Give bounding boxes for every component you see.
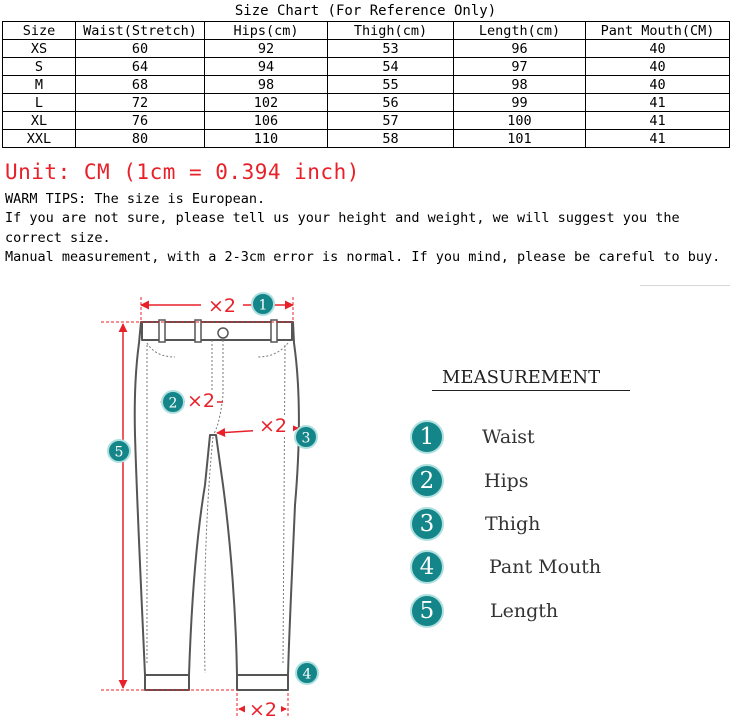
number-2-icon: 2 bbox=[410, 464, 444, 498]
cell-length: 97 bbox=[454, 58, 586, 76]
cell-waist: 72 bbox=[76, 94, 205, 112]
cell-size: XL bbox=[3, 112, 76, 130]
chart-title: Size Chart (For Reference Only) bbox=[234, 3, 497, 19]
header-thigh: Thigh(cm) bbox=[328, 22, 454, 40]
hips-times-two: ×2 bbox=[186, 390, 216, 412]
cell-waist: 64 bbox=[76, 58, 205, 76]
legend-item-waist bbox=[410, 420, 610, 456]
marker-1-label: 1 bbox=[258, 297, 268, 314]
legend-label-length: Length bbox=[490, 600, 559, 622]
cell-hips: 98 bbox=[205, 76, 328, 94]
cell-waist: 68 bbox=[76, 76, 205, 94]
table-row bbox=[3, 112, 730, 130]
warm-tips: WARM TIPS: The size is European. bbox=[5, 191, 266, 207]
cell-thigh: 54 bbox=[328, 58, 454, 76]
button-icon bbox=[218, 328, 228, 338]
cell-thigh: 55 bbox=[328, 76, 454, 94]
cell-hips: 94 bbox=[205, 58, 328, 76]
table-header-row bbox=[3, 22, 730, 40]
cell-thigh: 58 bbox=[328, 130, 454, 148]
cell-pant-mouth: 41 bbox=[586, 112, 730, 130]
legend-title: MEASUREMENT bbox=[432, 367, 630, 391]
marker-2-label: 2 bbox=[168, 395, 178, 412]
jeans-outline bbox=[135, 322, 299, 690]
cell-thigh: 53 bbox=[328, 40, 454, 58]
cell-hips: 106 bbox=[205, 112, 328, 130]
cell-hips: 92 bbox=[205, 40, 328, 58]
header-pant-mouth: Pant Mouth(CM) bbox=[586, 22, 730, 40]
number-5-icon: 5 bbox=[410, 594, 444, 628]
legend-item-length bbox=[410, 594, 610, 630]
cell-length: 100 bbox=[454, 112, 586, 130]
marker-3-label: 3 bbox=[301, 430, 311, 447]
cell-length: 99 bbox=[454, 94, 586, 112]
legend-item-thigh bbox=[410, 507, 610, 543]
cell-pant-mouth: 40 bbox=[586, 58, 730, 76]
cell-size: XXL bbox=[3, 130, 76, 148]
cell-length: 101 bbox=[454, 130, 586, 148]
cell-pant-mouth: 41 bbox=[586, 94, 730, 112]
cell-size: XS bbox=[3, 40, 76, 58]
size-advice: If you are not sure, please tell us your height and weight, we will suggest you the correct size. bbox=[5, 210, 680, 246]
notes bbox=[5, 190, 727, 267]
header-hips: Hips(cm) bbox=[205, 22, 328, 40]
cell-waist: 80 bbox=[76, 130, 205, 148]
number-1-icon: 1 bbox=[410, 420, 444, 454]
waist-times-two: ×2 bbox=[207, 295, 237, 317]
cell-thigh: 57 bbox=[328, 112, 454, 130]
cell-pant-mouth: 40 bbox=[586, 40, 730, 58]
table-row bbox=[3, 76, 730, 94]
number-4-icon: 4 bbox=[410, 550, 444, 584]
table-row bbox=[3, 58, 730, 76]
cell-pant-mouth: 41 bbox=[586, 130, 730, 148]
pant-mouth-times-two: ×2 bbox=[248, 699, 278, 721]
size-table bbox=[2, 21, 730, 148]
cell-waist: 76 bbox=[76, 112, 205, 130]
cell-hips: 110 bbox=[205, 130, 328, 148]
legend-label-thigh: Thigh bbox=[485, 513, 541, 535]
legend-item-hips bbox=[410, 464, 610, 500]
cell-waist: 60 bbox=[76, 40, 205, 58]
divider bbox=[640, 285, 730, 286]
legend-label-hips: Hips bbox=[484, 470, 529, 492]
legend-label-pant-mouth: Pant Mouth bbox=[489, 556, 602, 578]
legend-label-waist: Waist bbox=[482, 426, 535, 448]
table-row bbox=[3, 130, 730, 148]
table-row bbox=[3, 40, 730, 58]
table-row bbox=[3, 94, 730, 112]
header-size: Size bbox=[3, 22, 76, 40]
cell-pant-mouth: 40 bbox=[586, 76, 730, 94]
cell-length: 96 bbox=[454, 40, 586, 58]
cell-length: 98 bbox=[454, 76, 586, 94]
cell-thigh: 56 bbox=[328, 94, 454, 112]
marker-4-label: 4 bbox=[302, 666, 312, 683]
header-length: Length(cm) bbox=[454, 22, 586, 40]
unit-conversion: Unit: CM (1cm = 0.394 inch) bbox=[5, 160, 360, 184]
marker-5-label: 5 bbox=[114, 444, 124, 461]
legend-item-pant-mouth bbox=[410, 550, 630, 586]
cell-size: L bbox=[3, 94, 76, 112]
header-waist: Waist(Stretch) bbox=[76, 22, 205, 40]
thigh-times-two: ×2 bbox=[258, 415, 288, 437]
cell-size: M bbox=[3, 76, 76, 94]
number-3-icon: 3 bbox=[410, 507, 444, 541]
cell-size: S bbox=[3, 58, 76, 76]
cell-hips: 102 bbox=[205, 94, 328, 112]
jeans-diagram bbox=[95, 285, 335, 725]
measurement-note: Manual measurement, with a 2-3cm error is normal. If you mind, please be careful to buy. bbox=[5, 248, 721, 265]
